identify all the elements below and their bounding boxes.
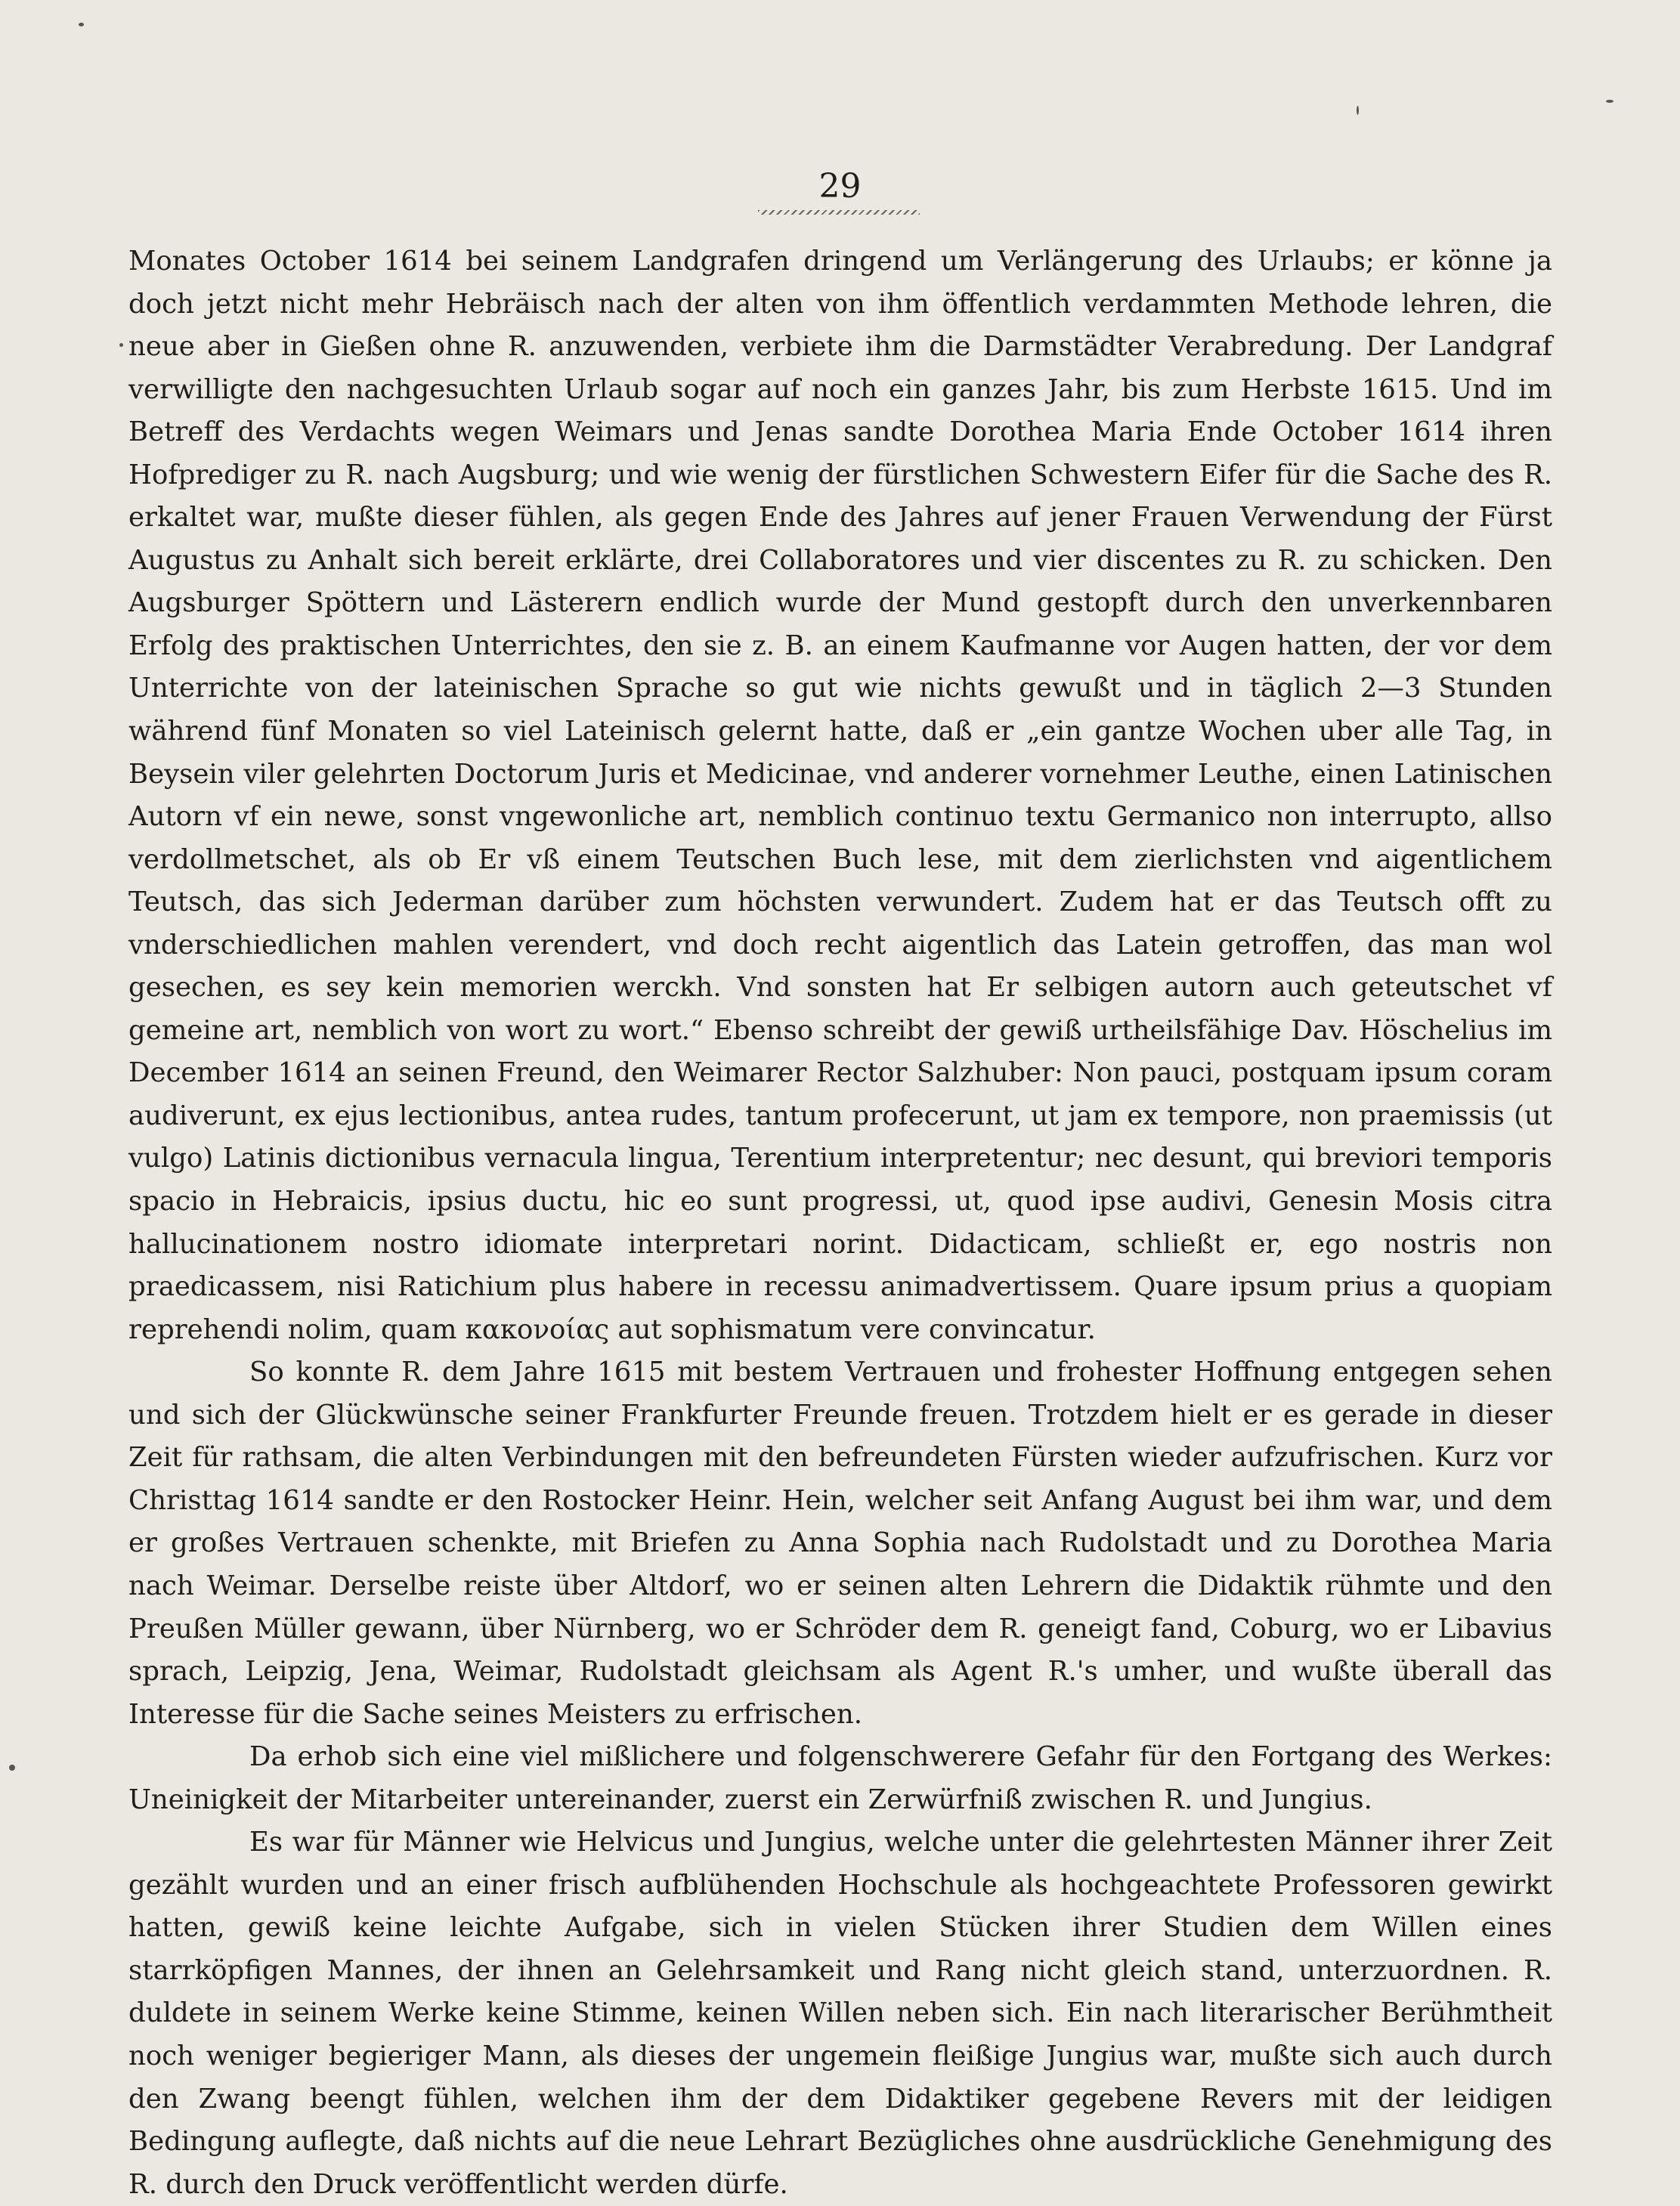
page-number-ornament <box>758 210 920 215</box>
speck <box>9 1765 15 1771</box>
speck <box>79 23 84 26</box>
speck <box>1357 106 1359 115</box>
paragraph-2: So konnte R. dem Jahre 1615 mit bestem Vertrauen und frohester Hoffnung entgegen sehen und sich der Glückwünsche seiner Frankfurter Freunde freuen. Trotzdem hielt er es gerade in dieser Zeit für rathsam, die alten Verbindungen mit den befreundeten Fürsten wieder aufzufrischen. Kurz vor Christtag 1614 sandte er den Rostocker Heinr. Hein, welcher seit Anfang August bei ihm war, und dem er großes Vertrauen schenkte, mit Briefen zu Anna Sophia nach Rudolstadt und zu Dorothea Maria nach Weimar. Derselbe reiste über Altdorf, wo er seinen alten Lehrern die Didaktik rühmte und den Preußen Müller gewann, über Nürnberg, wo er Schröder dem R. geneigt fand, Coburg, wo er Libavius sprach, Leipzig, Jena, Weimar, Rudolstadt gleichsam als Agent R.'s umher, und wußte überall das Interesse für die Sache seines Meisters zu erfrischen. <box>128 1357 1552 1730</box>
body-text <box>128 240 1552 2206</box>
page-number: 29 <box>818 167 862 206</box>
paragraph-4: Es war für Männer wie Helvicus und Jungius, welche unter die gelehrtesten Männer ihrer Zeit gezählt wurden und an einer frisch aufblühenden Hochschule als hochgeachtete Professoren gewirkt hatten, gewiß keine leichte Aufgabe, sich in vielen Stücken ihrer Studien dem Willen eines starrköpfigen Mannes, der ihnen an Gelehrsamkeit und Rang nicht gleich stand, unterzuordnen. R. duldete in seinem Werke keine Stimme, keinen Willen neben sich. Ein nach literarischer Berühmtheit noch weniger begieriger Mann, als dieses der ungemein fleißige Jungius war, mußte sich auch durch den Zwang beengt fühlen, welchen ihm der dem Didaktiker gegebene Revers mit der leidigen Bedingung auflegte, daß nichts auf die neue Lehrart Bezügliches ohne ausdrückliche Genehmigung des R. durch den Druck veröffentlicht werden dürfe. <box>128 1827 1552 2200</box>
paragraph-3: Da erhob sich eine viel mißlichere und folgenschwerere Gefahr für den Fortgang des Werkes: Uneinigkeit der Mitarbeiter untereinander, zuerst ein Zerwürfniß zwischen R. und Jungius. <box>128 1741 1552 1815</box>
speck <box>1606 100 1613 103</box>
paragraph-1: Monates October 1614 bei seinem Landgrafen dringend um Verlängerung des Urlaubs; er könne ja doch jetzt nicht mehr Hebräisch nach der alten von ihm öffentlich verdammten Methode lehren, die neue aber in Gießen ohne R. anzuwenden, verbiete ihm die Darmstädter Verabredung. Der Landgraf verwilligte den nachgesuchten Urlaub sogar auf noch ein ganzes Jahr, bis zum Herbste 1615. Und im Betreff des Verdachts wegen Weimars und Jenas sandte Dorothea Maria Ende October 1614 ihren Hofprediger zu R. nach Augsburg; und wie wenig der fürstlichen Schwestern Eifer für die Sache des R. erkaltet war, mußte dieser fühlen, als gegen Ende des Jahres auf jener Frauen Verwendung der Fürst Augustus zu Anhalt sich bereit erklärte, drei Collaboratores und vier discentes zu R. zu schicken. Den Augsburger Spöttern und Lästerern endlich wurde der Mund gestopft durch den unverkennbaren Erfolg des praktischen Unterrichtes, den sie z. B. an einem Kaufmanne vor Augen hatten, der vor dem Unterrichte von der lateinischen Sprache so gut wie nichts gewußt und in täglich 2—3 Stunden während fünf Monaten so viel Lateinisch gelernt hatte, daß er „ein gantze Wochen uber alle Tag, in Beysein viler gelehrten Doctorum Juris et Medicinae, vnd anderer vornehmer Leuthe, einen Latinischen Autorn vf ein newe, sonst vngewonliche art, nemblich continuo textu Germanico non interrupto, allso verdollmetschet, als ob Er vß einem Teutschen Buch lese, mit dem zierlichsten vnd aigentlichem Teutsch, das sich Jederman darüber zum höchsten verwundert. Zudem hat er das Teutsch offt zu vnderschiedlichen mahlen verendert, vnd doch recht aigentlich das Latein getroffen, das man wol gesechen, es sey kein memorien werckh. Vnd sonsten hat Er selbigen autorn auch geteutschet vf gemeine art, nemblich von wort zu wort.“ Ebenso schreibt der gewiß urtheilsfähige Dav. Höschelius im December 1614 an seinen Freund, den Weimarer Rector Salzhuber: Non pauci, postquam ipsum coram audiverunt, ex ejus lectionibus, antea rudes, tantum profecerunt, ut jam ex tempore, non praemissis (ut vulgo) Latinis dictionibus vernacula lingua, Terentium interpretentur; nec desunt, qui breviori temporis spacio in Hebraicis, ipsius ductu, hic eo sunt progressi, ut, quod ipse audivi, Genesin Mosis citra hallucinationem nostro idiomate interpretari norint. Didacticam, schließt er, ego nostris non praedicassem, nisi Ratichium plus habere in recessu animadvertissem. Quare ipsum prius a quopiam reprehendi nolim, quam κακονοίας aut sophismatum vere convincatur. <box>128 246 1552 1345</box>
speck <box>119 343 123 347</box>
